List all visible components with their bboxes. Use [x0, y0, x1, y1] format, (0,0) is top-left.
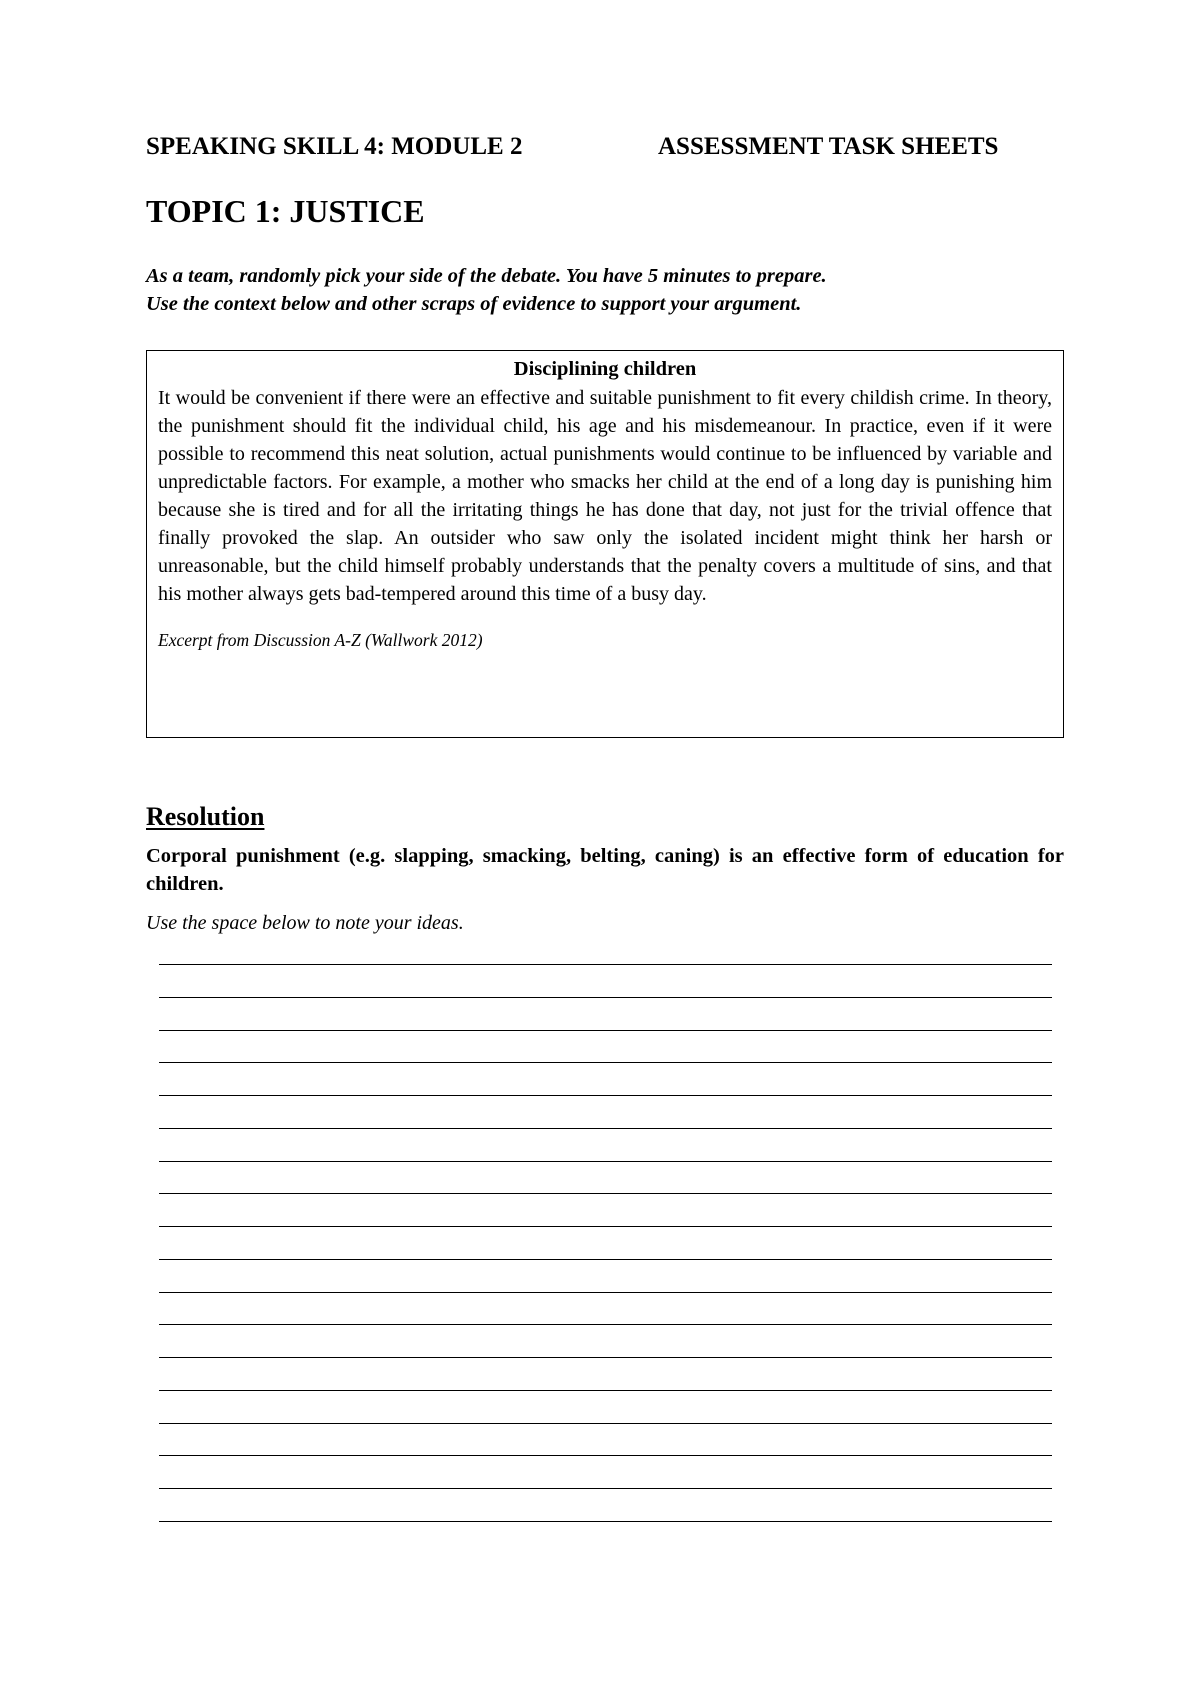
- note-line: [159, 1357, 1052, 1358]
- note-line: [159, 1226, 1052, 1227]
- note-line: [159, 1390, 1052, 1391]
- note-line: [159, 1488, 1052, 1489]
- module-title: SPEAKING SKILL 4: MODULE 2: [146, 133, 523, 160]
- task-instructions: [146, 262, 1064, 318]
- instruction-line: As a team, randomly pick your side of the debate. You have 5 minutes to prepare.: [146, 265, 827, 287]
- note-line: [159, 997, 1052, 998]
- notes-instruction: Use the space below to note your ideas.: [146, 912, 464, 934]
- note-line: [159, 1324, 1052, 1325]
- sheet-type-title: ASSESSMENT TASK SHEETS: [658, 133, 999, 160]
- context-box: [146, 350, 1064, 738]
- note-line: [159, 1521, 1052, 1522]
- note-line: [159, 1095, 1052, 1096]
- note-line: [159, 1259, 1052, 1260]
- note-line: [159, 1455, 1052, 1456]
- note-line: [159, 1161, 1052, 1162]
- note-line: [159, 1030, 1052, 1031]
- note-line: [159, 1062, 1052, 1063]
- resolution-heading: Resolution: [146, 802, 265, 831]
- note-line: [159, 1423, 1052, 1424]
- page-header: [146, 130, 1064, 164]
- topic-title: TOPIC 1: JUSTICE: [146, 193, 425, 229]
- note-line: [159, 964, 1052, 965]
- note-line: [159, 1193, 1052, 1194]
- context-text: It would be convenient if there were an effective and suitable punishment to fit every childish crime. In theory, the punishment should fit the individual child, his age and his misdemeanour. In practice, even if it were possible to recommend this neat solution, actual punishments would continue to be influenced by variable and unpredictable factors. For example, a mother who smacks her child at the end of a long day is punishing him because she is tired and for all the irritating things he has done that day, not just for the trivial offence that finally provoked the slap. An outsider who saw only the isolated incident might think her harsh or unreasonable, but the child himself probably understands that the penalty covers a multitude of sins, and that his mother always gets bad-tempered around this time of a busy day.: [158, 387, 1052, 605]
- resolution-statement: Corporal punishment (e.g. slapping, smacking, belting, caning) is an effective form of education for children.: [146, 845, 1064, 895]
- note-line: [159, 1292, 1052, 1293]
- instruction-line: Use the context below and other scraps of evidence to support your argument.: [146, 293, 802, 315]
- context-title: Disciplining children: [513, 358, 697, 380]
- note-line: [159, 1128, 1052, 1129]
- context-source: Excerpt from Discussion A-Z (Wallwork 2012): [158, 630, 483, 650]
